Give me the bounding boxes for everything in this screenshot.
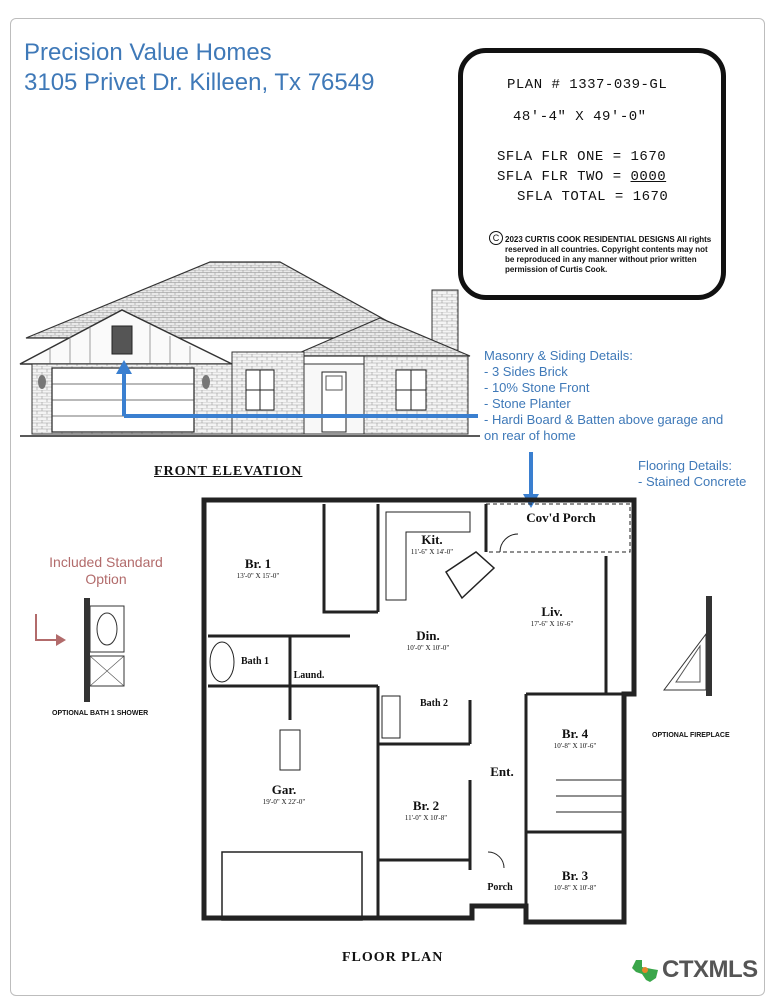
room-dining (398, 628, 458, 652)
flooring-title: Flooring Details: (638, 458, 732, 473)
sfla-floor-one: SFLA FLR ONE = 1670 (497, 149, 667, 165)
room-name: Br. 1 (244, 556, 272, 571)
room-covered-porch (506, 510, 616, 526)
room-name: Liv. (541, 604, 563, 619)
masonry-item: on rear of home (484, 428, 576, 443)
room-name: Br. 4 (561, 726, 589, 741)
room-br2 (396, 798, 456, 822)
texas-map-icon (632, 958, 660, 984)
room-dimension: 13'-0" X 15'-0" (236, 572, 280, 580)
masonry-item: - 10% Stone Front (484, 380, 590, 395)
included-line-2: Option (85, 571, 127, 587)
room-name: Laund. (293, 670, 325, 681)
company-name: Precision Value Homes (24, 39, 272, 66)
front-elevation-label: FRONT ELEVATION (154, 464, 303, 479)
room-name: Bath 1 (240, 656, 270, 667)
room-dimension: 10'-0" X 10'-0" (406, 644, 450, 652)
ctxmls-logo: CTXMLS (662, 956, 758, 983)
room-dimension: 11'-6" X 14'-0" (410, 548, 454, 556)
plan-number: PLAN # 1337-039-GL (507, 77, 668, 93)
room-name: Br. 3 (561, 868, 589, 883)
room-br1 (228, 556, 288, 580)
room-garage (254, 782, 314, 806)
room-kitchen (404, 532, 460, 556)
room-name: Br. 2 (412, 798, 440, 813)
room-name: Din. (416, 628, 440, 643)
sfla-floor-two-label: SFLA FLR TWO = (497, 169, 631, 185)
room-name: Cov'd Porch (526, 510, 596, 525)
room-bath2 (414, 698, 454, 709)
room-porch (478, 882, 522, 893)
room-dimension: 11'-0" X 10'-8" (404, 814, 448, 822)
room-name: Ent. (490, 764, 514, 779)
masonry-item: - Hardi Board & Batten above garage and (484, 412, 724, 427)
sfla-floor-two-value: 0000 (630, 169, 667, 185)
room-bath1 (240, 656, 270, 667)
copyright-symbol: C (489, 231, 503, 245)
room-dimension: 10'-8" X 10'-6" (553, 742, 597, 750)
room-name: Porch (487, 882, 513, 893)
flooring-item: - Stained Concrete (638, 474, 747, 489)
included-line-1: Included Standard (49, 554, 163, 570)
optional-bath-label: OPTIONAL BATH 1 SHOWER (52, 710, 149, 717)
copyright-notice: 2023 CURTIS COOK RESIDENTIAL DESIGNS All rights reserved in all countries. Copyright contents may not be reproduced in any manner without prior written permission of Curtis Cook. (505, 235, 712, 274)
masonry-title: Masonry & Siding Details: (484, 348, 633, 363)
masonry-item: - Stone Planter (484, 396, 571, 411)
room-laundry (292, 670, 326, 681)
room-name: Gar. (271, 782, 297, 797)
room-dimension: 17'-6" X 16'-6" (530, 620, 574, 628)
masonry-item: - 3 Sides Brick (484, 364, 568, 379)
room-name: Bath 2 (419, 698, 449, 709)
floor-plan-label: FLOOR PLAN (342, 950, 444, 965)
room-br4 (540, 726, 610, 750)
room-br3 (540, 868, 610, 892)
room-living (512, 604, 592, 628)
room-entry (484, 764, 520, 780)
room-dimension: 10'-8" X 10'-8" (553, 884, 597, 892)
plan-dimensions: 48'-4" X 49'-0" (513, 109, 647, 125)
room-name: Kit. (421, 532, 443, 547)
sfla-total: SFLA TOTAL = 1670 (517, 189, 669, 205)
optional-fireplace-label: OPTIONAL FIREPLACE (652, 732, 730, 739)
room-dimension: 19'-0" X 22'-0" (262, 798, 306, 806)
property-address: 3105 Privet Dr. Killeen, Tx 76549 (24, 69, 375, 96)
